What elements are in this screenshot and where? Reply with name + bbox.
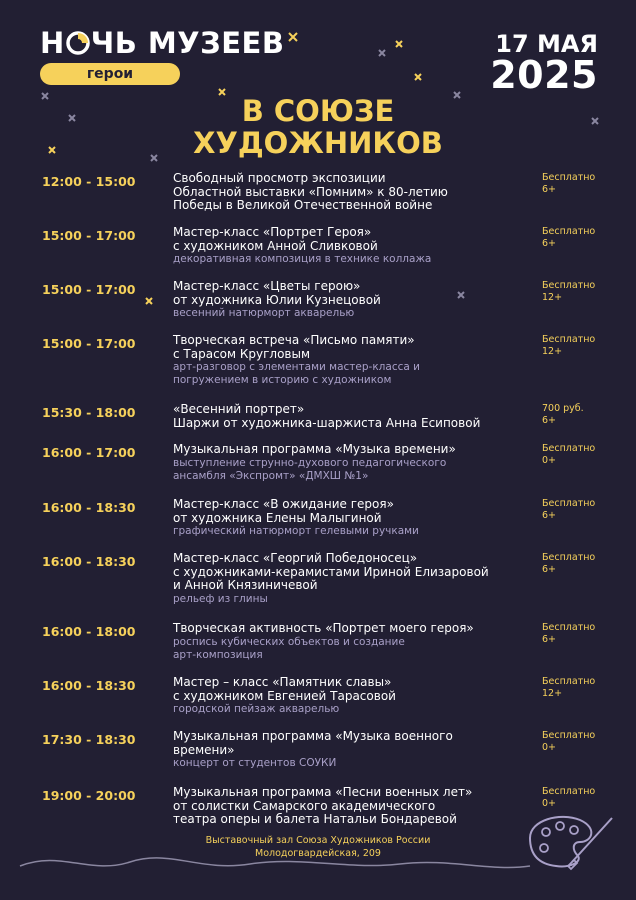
event-price [542, 552, 595, 576]
event-title-line: Мастер – класс «Памятник славы» [173, 675, 392, 689]
event-description [173, 172, 533, 213]
event-subtitle-line: выступление струнно-духового педагогического [173, 456, 447, 469]
logo-text-right: ЧЬ МУЗЕЕВ [90, 26, 285, 60]
venue-address [0, 835, 636, 860]
event-title-line: с художником Евгенией Тарасовой [173, 688, 396, 703]
price-label: Бесплатно [542, 172, 596, 183]
event-title-line: от художника Елены Малыгиной [173, 510, 382, 525]
event-description [173, 786, 533, 827]
event-description [173, 730, 533, 770]
event-price [542, 172, 595, 196]
price-label: Бесплатно [542, 622, 596, 633]
event-title-line: Творческая активность «Портрет моего героя» [173, 621, 474, 635]
page-title-line2: ХУДОЖНИКОВ [193, 126, 443, 160]
event-title-line: театра оперы и балета Натальи Бондаревой [173, 812, 457, 826]
event-title-line: Мастер-класс «В ожидание героя» [173, 497, 394, 511]
age-label: 6+ [542, 634, 557, 645]
event-price [542, 498, 595, 522]
event-price [542, 443, 595, 467]
event-description [173, 280, 533, 320]
event-time: 19:00 - 20:00 [42, 788, 136, 803]
event-title-line: и Анной Князиничевой [173, 578, 318, 592]
event-title-line: от художника Юлии Кузнецовой [173, 292, 381, 307]
event-subtitle-line: арт-разговор с элементами мастер-класса и [173, 361, 420, 373]
event-time: 16:00 - 18:30 [42, 678, 136, 693]
event-price [542, 730, 595, 754]
event-title-line: Музыкальная программа «Музыка времени» [173, 442, 456, 456]
age-label: 0+ [542, 742, 557, 753]
event-title-line: Свободный просмотр экспозиции [173, 171, 386, 185]
event-price [542, 334, 595, 358]
event-time: 15:00 - 17:00 [42, 228, 136, 243]
event-subtitle-line: весенний натюрморт акварелью [173, 307, 355, 319]
event-title-line: Музыкальная программа «Песни военных лет» [173, 785, 473, 799]
event-title-line: Музыкальная программа «Музыка военного [173, 729, 453, 743]
event-subtitle-line: рельеф из глины [173, 592, 268, 605]
event-time: 16:00 - 18:30 [42, 554, 136, 569]
age-label: 6+ [542, 184, 557, 195]
age-label: 12+ [542, 688, 563, 699]
event-description [173, 676, 533, 716]
age-label: 6+ [542, 415, 557, 426]
event-title-line: Мастер-класс «Портрет Героя» [173, 225, 372, 239]
event-title-line: Мастер-класс «Георгий Победоносец» [173, 551, 418, 565]
price-label: Бесплатно [542, 334, 596, 345]
event-price [542, 403, 584, 427]
age-label: 0+ [542, 455, 557, 466]
price-label: Бесплатно [542, 786, 596, 797]
event-title-line: с художниками-керамистами Ириной Елизаровой [173, 564, 489, 579]
page-title-line1: В СОЮЗЕ [241, 94, 395, 128]
event-title-line: с Тарасом Кругловым [173, 346, 311, 361]
age-label: 6+ [542, 238, 557, 249]
event-description [173, 334, 533, 387]
theme-badge: герои [40, 63, 180, 85]
age-label: 12+ [542, 292, 563, 303]
event-subtitle-line: декоративная композиция в технике коллажа [173, 253, 432, 265]
logo-text-left: Н [40, 26, 65, 60]
event-time: 16:00 - 17:00 [42, 445, 136, 460]
age-label: 12+ [542, 346, 563, 357]
event-title-line: с художником Анной Сливковой [173, 238, 378, 253]
price-label: Бесплатно [542, 226, 596, 237]
event-date: 17 МАЯ [495, 30, 598, 58]
event-subtitle-line: погружением в историю с художником [173, 374, 392, 386]
event-description [173, 552, 533, 606]
event-price [542, 622, 595, 646]
price-label: Бесплатно [542, 498, 596, 509]
event-time: 12:00 - 15:00 [42, 174, 136, 189]
event-title-line: «Весенний портрет» [173, 402, 305, 416]
price-label: Бесплатно [542, 443, 596, 454]
age-label: 6+ [542, 510, 557, 521]
venue-street: Молодогвардейская, 209 [255, 847, 381, 859]
price-label: Бесплатно [542, 280, 596, 291]
event-time: 15:30 - 18:00 [42, 405, 136, 420]
event-year: 2025 [490, 53, 598, 97]
venue-name: Выставочный зал Союза Художников России [205, 835, 431, 846]
age-label: 0+ [542, 798, 557, 809]
event-time: 15:00 - 17:00 [42, 282, 136, 297]
event-price [542, 676, 595, 700]
event-title-line: времени» [173, 742, 235, 757]
event-subtitle-line: концерт от студентов СОУКИ [173, 757, 337, 769]
event-title-line: Областной выставки «Помним» к 80-летию [173, 184, 448, 199]
event-title-line: Победы в Великой Отечественной войне [173, 198, 433, 212]
event-description [173, 226, 533, 266]
event-subtitle-line: графический натюрморт гелевыми ручками [173, 525, 419, 537]
event-subtitle-line: арт-композиция [173, 648, 263, 661]
event-title-line: Шаржи от художника-шаржиста Анна Есиповой [173, 415, 481, 430]
event-time: 17:30 - 18:30 [42, 732, 136, 747]
event-description [173, 498, 533, 538]
event-title-line: Мастер-класс «Цветы герою» [173, 279, 361, 293]
event-subtitle-line: роспись кубических объектов и создание [173, 635, 405, 648]
price-label: Бесплатно [542, 552, 596, 563]
price-label: Бесплатно [542, 730, 596, 741]
event-price [542, 280, 595, 304]
event-subtitle-line: ансамбля «Экспромт» «ДМХШ №1» [173, 469, 369, 482]
event-subtitle-line: городской пейзаж акварелью [173, 703, 340, 715]
event-price [542, 786, 595, 810]
event-description [173, 622, 533, 662]
event-title-line: Творческая встреча «Письмо памяти» [173, 333, 415, 347]
event-description [173, 443, 533, 483]
event-price [542, 226, 595, 250]
event-time: 15:00 - 17:00 [42, 336, 136, 351]
event-time: 16:00 - 18:00 [42, 624, 136, 639]
price-label: 700 руб. [542, 403, 584, 414]
price-label: Бесплатно [542, 676, 596, 687]
event-description [173, 403, 533, 430]
event-time: 16:00 - 18:30 [42, 500, 136, 515]
event-title-line: от солистки Самарского академического [173, 798, 436, 813]
age-label: 6+ [542, 564, 557, 575]
